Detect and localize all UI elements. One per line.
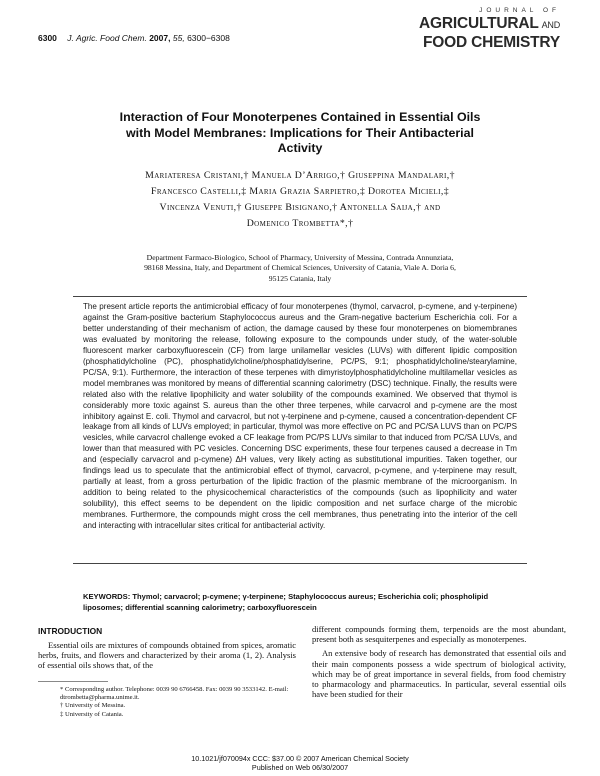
abstract-text: The present article reports the antimicrobial efficacy of four monoterpenes (thymol, carvacrol, p-cymene, and γ-terpinene) against the Gram-positive bacterium Staphylococcus aureus and the Gram-negative bacterium Escherichia coli. For a better understanding of their mechanism of action, the damage caused by these four monoterpenes on biomembranes was evaluated by monitoring the release, following exposure to the compounds under study, of the water-soluble fluorescent marker carboxyfluorescein (CF) from large unilamellar vesicles (LUVs) with different lipidic composition (phosphatidylcholine (PC), phosphatidylcholine/phosphatidylserine, PC/PS, 9:1; phosphatidylcholine/stearylamine, PC/SA, 9:1). Furthermore, the interaction of these terpenes with dimyristoylphosphatidylcholine multilamellar vesicles as model membranes was monitored by means of differential scanning calorimetry (DSC) technique. Finally, the results were related also with the relative lipophilicity and water solubility of the compounds examined. We observed that thymol is considerably more toxic against S. aureus than the other three terpenes, while carvacrol and p-cymene are the most inhibitory against E. coli. Thymol and carvacrol, but not γ-terpinene and p-cymene, caused a concentration-dependent CF leakage from all kinds of LUVs employed; in particular, thymol was more effective on PC and PC/SA LUVS than on PC/PS vesicles, while carvacrol challenge evoked a CF leakage from PC/PS LUVs similar to that induced from PC/SA LUVs, and lower than that measured with PC vesicles. Concerning DSC experiments, these four terpenes caused a decrease in Tm and (especially carvacrol and p-cymene) ΔH values, very likely acting as substitutional impurities. Taken together, our findings lead us to speculate that the antimicrobial effect of thymol, carvacrol, p-cymene, and γ-terpinene may result, partially at least, from a gross perturbation of the lipidic fraction of the plasmic membrane of the microorganism. In addition to being related to the physicochemical characteristics of the compounds (such as lipophilicity and water solubility), this effect seems to be dependent on the lipidic composition and net surface charge of the microbic membranes. Furthermore, the compounds might cross the cell membranes, thus penetrating into the interior of the cell and interacting with intracellular sites critical for antibacterial activity. xyxy=(83,302,517,531)
page-number: 6300 xyxy=(38,33,57,43)
author-line: Domenico Trombetta*,† xyxy=(246,218,354,229)
running-header xyxy=(38,33,230,43)
affiliation-line: Department Farmaco-Biologico, School of Pharmacy, University of Messina, Contrada Annunziata, xyxy=(146,253,454,262)
page-footer xyxy=(150,754,450,772)
journal-logo xyxy=(380,6,560,51)
journal-citation-year: 2007, xyxy=(149,33,171,43)
affiliation-line: 98168 Messina, Italy, and Department of Chemical Sciences, University of Catania, Viale A. Doria 6, xyxy=(144,263,456,273)
journal-citation-pages: 6300−6308 xyxy=(187,33,230,43)
footnote-catania: ‡ University of Catania. xyxy=(60,710,124,718)
footnotes xyxy=(38,686,296,719)
footnote-divider xyxy=(38,681,108,682)
left-column xyxy=(38,626,296,719)
footnote-corresponding: * Corresponding author. Telephone: 0039 90 6766458. Fax: 0039 90 3533142. E-mail: dtrombetta@pharma.unime.it. xyxy=(60,685,289,701)
author-line: Mariateresa Cristani,† Manuela D’Arrigo,† Giuseppina Mandalari,† xyxy=(145,170,455,181)
intro-paragraph-2: An extensive body of research has demonstrated that essential oils and their main components possess a wide spectrum of biological activity, which may be of great importance in several fields, from food chemistry to pharmacology and pharmaceutics. In particular, several essential oils have been studied for their xyxy=(312,648,566,700)
affiliation-line: 95125 Catania, Italy xyxy=(268,273,332,283)
journal-logo-line2: AGRICULTURAL AND xyxy=(419,15,560,32)
keywords: KEYWORDS: Thymol; carvacrol; p-cymene; γ-terpinene; Staphylococcus aureus; Escherichia coli; phospholipid liposomes; differential scanning calorimetry; carboxyfluorescein xyxy=(83,592,489,612)
section-heading: INTRODUCTION xyxy=(38,626,103,636)
affiliation xyxy=(120,253,480,284)
journal-logo-line3: FOOD CHEMISTRY xyxy=(423,34,560,51)
intro-paragraph-continued: different compounds forming them, terpenoids are the most abundant, present both as sesquiterpenes and especially as monoterpenes. xyxy=(312,624,566,645)
article-title: Interaction of Four Monoterpenes Contained in Essential Oils with Model Membranes: Implications for Their Antibacterial Activity xyxy=(119,110,481,155)
journal-citation-volume: 55, xyxy=(172,33,185,43)
publication-date: Published on Web 06/30/2007 xyxy=(251,763,349,772)
intro-paragraph: Essential oils are mixtures of compounds obtained from spices, aromatic herbs, fruits, and flowers and characterized by their aroma (1, 2). Analysis of essential oils shows that, of the xyxy=(38,640,296,671)
journal-citation-name: J. Agric. Food Chem. xyxy=(67,33,147,43)
footnote-messina: † University of Messina. xyxy=(60,702,126,710)
right-column xyxy=(312,624,566,699)
author-line: Francesco Castelli,‡ Maria Grazia Sarpietro,‡ Dorotea Micieli,‡ xyxy=(151,186,449,197)
journal-logo-line1: JOURNAL OF xyxy=(479,7,560,14)
author-list xyxy=(100,168,500,232)
author-line: Vincenza Venuti,† Giuseppe Bisignano,† Antonella Saija,† and xyxy=(159,202,441,213)
doi-line: 10.1021/jf070094x CCC: $37.00 © 2007 American Chemical Society xyxy=(191,754,409,763)
